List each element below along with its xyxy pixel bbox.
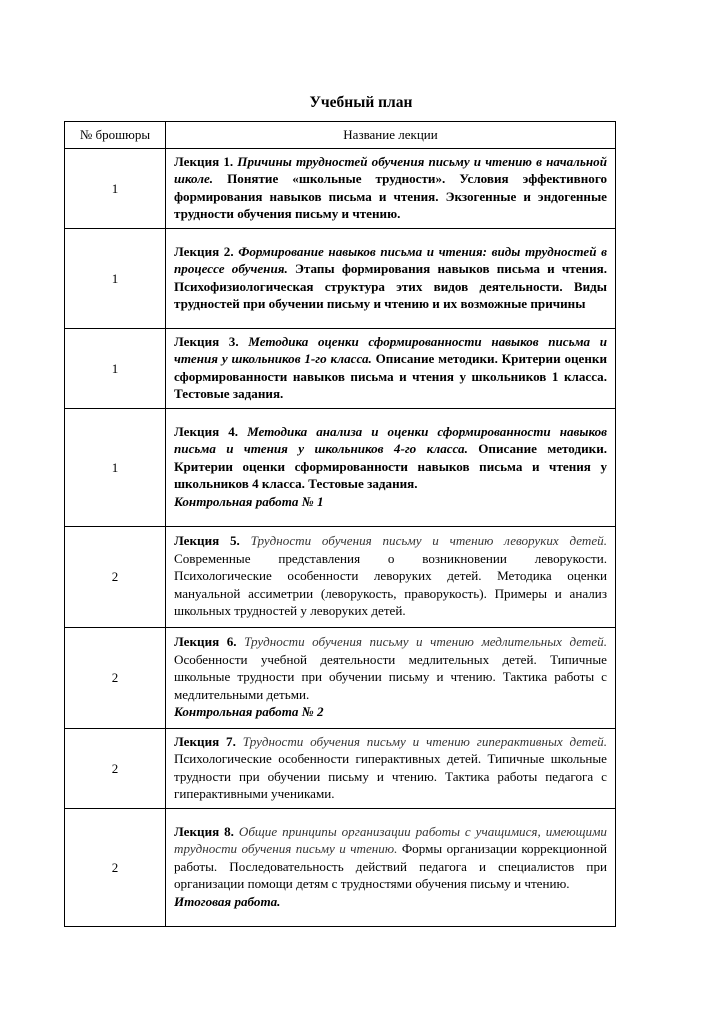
page-title: Учебный план [309,94,413,111]
assessment-note: Итоговая работа. [174,893,281,909]
table-row [65,229,616,329]
lecture-description [166,628,616,729]
lecture-topic: Общие принципы организации работы с учащимися, имеющими трудности обучения письму и чтению. [174,823,607,857]
table-row [65,149,616,229]
lecture-body: Понятие «школьные трудности». Условия эффективного формирования навыков письма и чтения. Экзогенные и эндогенные трудности обучения письму и чтению. [174,171,607,221]
lecture-label: Лекция 4. [174,423,239,439]
lecture-topic: Методика анализа и оценки сформированности навыков письма и чтения у школьников 4-го класса. [174,423,608,457]
lecture-body: Этапы формирования навыков письма и чтения. Психофизиологическая структура этих видов деятельности. Виды трудностей при обучении письму и чтению и их возможные причины [174,261,607,311]
table-row [65,809,616,927]
assessment-note: Контрольная работа № 2 [174,704,324,720]
table-row [65,527,616,628]
lecture-body: Психологические особенности гиперактивных детей. Типичные школьные трудности при обучении письму и чтению. Тактика работы педагога с гиперактивными учениками. [174,751,607,801]
lecture-body: Описание методики. Критерии оценки сформированности навыков письма и чтения у школьников 1 класса. Тестовые задания. [174,351,607,401]
lecture-body: Особенности учебной деятельности медлительных детей. Типичные школьные трудности при обучении письму и чтению. Тактика работы с медлительными детьми. [174,651,607,702]
lecture-label: Лекция 7. [174,733,236,749]
lecture-body: Современные представления о возникновении леворукости. Психологические особенности леворуких детей. Методика оценки мануальной ассиметрии (леворукость, праворукость). Примеры и анализ школьных трудностей у леворуких детей. [174,550,607,619]
lecture-topic: Трудности обучения письму и чтению медлительных детей. [244,634,607,650]
lecture-topic: Трудности обучения письму и чтению леворуких детей. [250,533,608,549]
lecture-body: Описание методики. Критерии оценки сформированности навыков письма и чтения у школьников 4 класса. Тестовые задания. [174,441,608,492]
lecture-topic: Формирование навыков письма и чтения: виды трудностей в процессе обучения. [174,243,607,276]
lecture-label: Лекция 2. [174,243,234,259]
lecture-label: Лекция 1. [174,153,234,169]
table-header-row [65,122,616,149]
lecture-description [166,229,616,329]
assessment-note: Контрольная работа № 1 [174,493,324,509]
table-row [65,628,616,729]
brochure-number: 1 [65,149,166,229]
lecture-label: Лекция 8. [174,823,234,839]
brochure-number: 1 [65,409,166,527]
table-row [65,409,616,527]
brochure-number: 2 [65,628,166,729]
lecture-body: Формы организации коррекционной работы. Последовательность действий педагога и специалистов при организации помощи детям с трудностями обучения письму и чтению. [174,841,608,892]
lecture-description [166,729,616,809]
lecture-topic: Методика оценки сформированности навыков письма и чтения у школьников 1-го класса. [174,333,607,366]
brochure-number: 2 [65,809,166,927]
curriculum-table [64,121,616,927]
lecture-label: Лекция 6. [174,634,237,650]
lecture-label: Лекция 3. [174,333,239,349]
table-row [65,329,616,409]
brochure-number: 2 [65,729,166,809]
header-lecture-name: Название лекции [166,122,616,149]
brochure-number: 1 [65,229,166,329]
brochure-number: 2 [65,527,166,628]
lecture-description [166,809,616,927]
lecture-topic: Причины трудностей обучения письму и чтению в начальной школе. [174,153,607,186]
lecture-description [166,409,616,527]
brochure-number: 1 [65,329,166,409]
lecture-description [166,527,616,628]
lecture-description [166,329,616,409]
lecture-topic: Трудности обучения письму и чтению гиперактивных детей. [242,733,608,749]
lecture-description [166,149,616,229]
table-row [65,729,616,809]
header-brochure-number: № брошюры [65,122,166,149]
lecture-label: Лекция 5. [174,533,240,549]
